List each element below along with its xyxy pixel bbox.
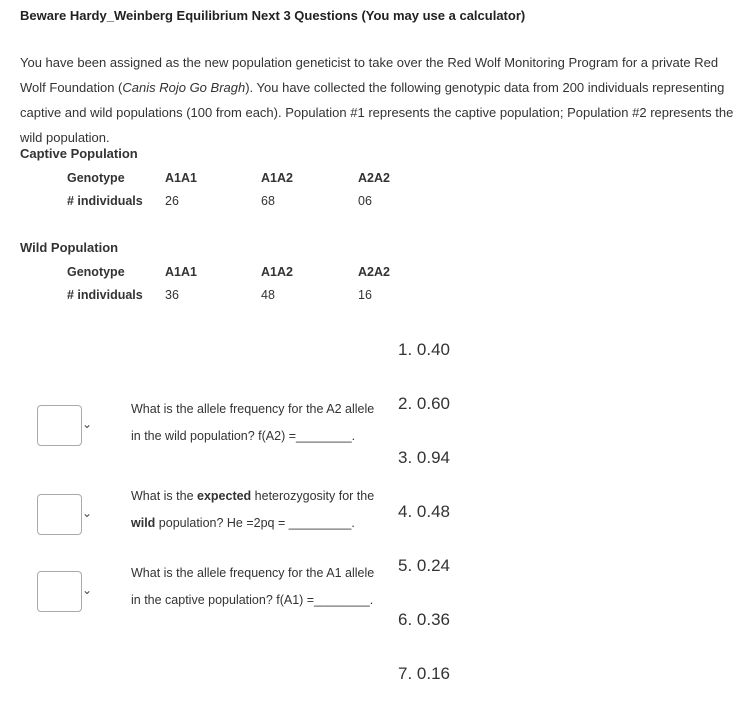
wild-count: 48 (261, 288, 275, 302)
intro-paragraph (20, 50, 740, 150)
answer-option: 6. 0.36 (398, 610, 450, 629)
answer-dropdown-2[interactable] (37, 494, 93, 535)
chevron-down-icon: ⌄ (82, 583, 93, 597)
wild-genotype: A1A1 (165, 265, 197, 279)
wild-genotype: A2A2 (358, 265, 390, 279)
intro-text: You have been assigned as the new population geneticist to take over the Red Wolf Monitoring Program for a private Red Wolf Foundation ( (20, 55, 719, 95)
wild-heading: Wild Population (20, 240, 119, 255)
chevron-down-icon: ⌄ (82, 506, 93, 520)
captive-count: 68 (261, 194, 275, 208)
answer-option: 3. 0.94 (398, 448, 450, 467)
q-text: heterozygosity for the (251, 489, 375, 503)
answer-option: 4. 0.48 (398, 502, 450, 521)
q-text: population? He =2pq = _________. (155, 516, 355, 530)
q-text: What is the (131, 489, 197, 503)
answer-dropdown-1[interactable] (37, 405, 93, 446)
captive-count: 06 (358, 194, 372, 208)
answer-option: 1. 0.40 (398, 340, 450, 359)
wild-count-label: # individuals (67, 288, 143, 302)
q-bold: expected (197, 489, 252, 503)
wild-genotype: A1A2 (261, 265, 293, 279)
captive-heading: Captive Population (20, 146, 138, 161)
chevron-down-icon: ⌄ (82, 417, 93, 431)
question-1: What is the allele frequency for the A2 allele in the wild population? f(A2) =________. (131, 402, 375, 443)
answer-dropdown-3[interactable] (37, 571, 93, 612)
captive-count-label: # individuals (67, 194, 143, 208)
species-name: Canis Rojo Go Bragh (122, 80, 246, 95)
answer-option: 2. 0.60 (398, 394, 450, 413)
wild-genotype-label: Genotype (67, 265, 125, 279)
captive-count: 26 (165, 194, 179, 208)
intro-text-2: ). You have collected the following genotypic data from 200 individuals representing captive and wild populations (100 from each). Population #1 represents the captive population; Population #2 represents the wild population. (20, 80, 734, 145)
captive-genotype: A2A2 (358, 171, 390, 185)
q-bold: wild (131, 516, 156, 530)
page-title: Beware Hardy_Weinberg Equilibrium Next 3 Questions (You may use a calculator) (20, 8, 526, 23)
captive-genotype-label: Genotype (67, 171, 125, 185)
captive-genotype: A1A1 (165, 171, 197, 185)
wild-count: 36 (165, 288, 179, 302)
captive-genotype: A1A2 (261, 171, 293, 185)
question-3: What is the allele frequency for the A1 allele in the captive population? f(A1) =________. (131, 566, 375, 607)
answer-option: 5. 0.24 (398, 556, 450, 575)
answer-option: 7. 0.16 (398, 664, 450, 683)
question-2 (131, 483, 381, 537)
wild-count: 16 (358, 288, 372, 302)
